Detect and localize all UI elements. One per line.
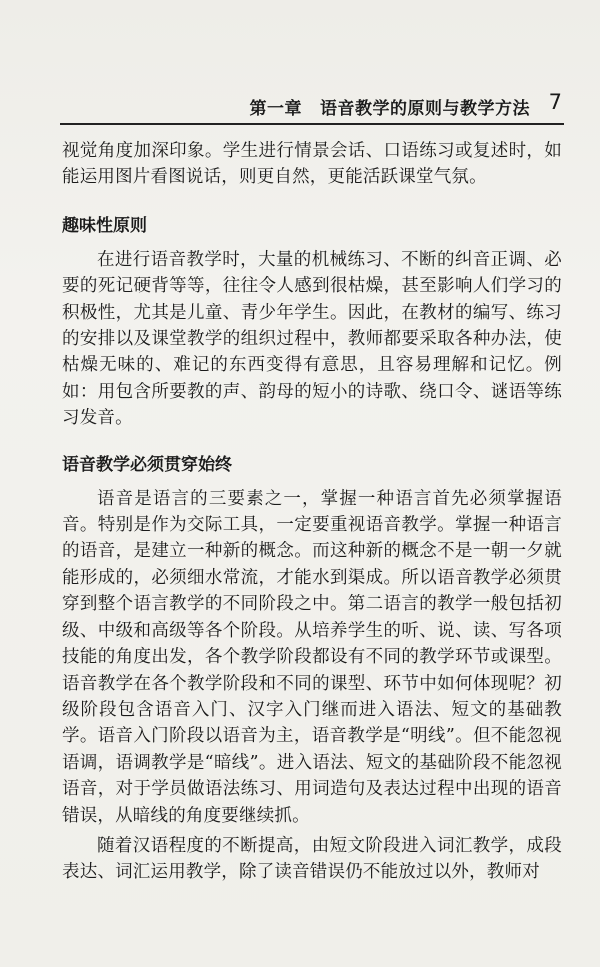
paragraph-vocab: 随着汉语程度的不断提高，由短文阶段进入词汇教学，成段表达、词汇运用教学，除了读音错误仍不能放过以外，教师对 (62, 835, 562, 883)
chapter-label: 第一章 (249, 99, 302, 119)
page-number: 7 (548, 90, 562, 114)
header-rule (60, 123, 564, 125)
paragraph-intro: 视觉角度加深印象。学生进行情景会话、口语练习或复述时，如能运用图片看图说话，则更自然，更能活跃课堂气氛。 (62, 141, 562, 188)
section-heading-interest: 趣味性原则 (62, 215, 147, 236)
running-header (60, 88, 564, 122)
header-title-group (250, 94, 531, 119)
paragraph-throughout: 语音是语言的三要素之一，掌握一种语言首先必须掌握语音。特别是作为交际工具，一定要重视语音教学。掌握一种语言的语音，是建立一种新的概念。而这种新的概念不是一朝一夕就能形成的，必须细水常流，才能水到渠成。所以语音教学必须贯穿到整个语言教学的不同阶段之中。第二语言的教学一般包括初级、中级和高级等各个阶段。从培养学生的听、说、读、写各项技能的角度出发，各个教学阶段都设有不同的教学环节或课型。语音教学在各个教学阶段和不同的课型、环节中如何体现呢？初级阶段包含语音入门、汉字入门继而进入语法、短文的基础教学。语音入门阶段以语音为主，语音教学是“明线”。但不能忽视语调，语调教学是“暗线”。进入语法、短文的基础阶段不能忽视语音，对于学员做语法练习、用词造句及表达过程中出现的语音错误，从暗线的角度要继续抓。 (62, 488, 562, 826)
chapter-title: 语音教学的原则与教学方法 (320, 99, 530, 119)
paragraph-interest: 在进行语音教学时，大量的机械练习、不断的纠音正调、必要的死记硬背等等，往往令人感到很枯燥，甚至影响人们学习的积极性，尤其是儿童、青少年学生。因此，在教材的编写、练习的安排以及课堂教学的组织过程中，教师都要采取各种办法，使枯燥无味的、难记的东西变得有意思，且容易理解和记忆。例如：用包含所要教的声、韵母的短小的诗歌、绕口令、谜语等练习发音。 (62, 249, 562, 429)
section-heading-throughout: 语音教学必须贯穿始终 (62, 454, 232, 475)
page-body (62, 138, 562, 886)
